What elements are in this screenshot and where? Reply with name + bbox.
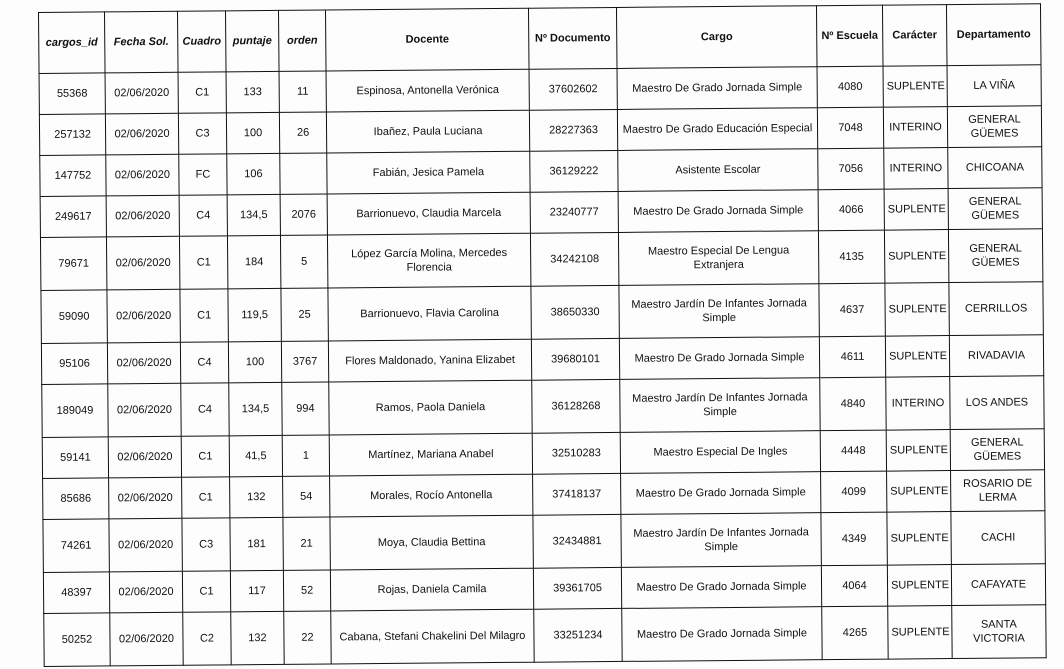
cell-cargo: Maestro De Grado Jornada Simple <box>622 607 822 662</box>
cell-docente: Flores Maldonado, Yanina Elizabet <box>328 339 531 382</box>
cell-escuela: 4840 <box>820 377 886 431</box>
cell-documento: 32510283 <box>532 432 620 474</box>
cell-documento: 23240777 <box>530 191 618 233</box>
header-row <box>39 4 1041 74</box>
cell-orden: 5 <box>280 235 327 288</box>
cell-fecha-sol: 02/06/2020 <box>107 289 180 343</box>
cell-orden: 994 <box>282 382 329 435</box>
cell-cargos-id: 79671 <box>40 237 106 291</box>
cell-departamento: CERRILLOS <box>949 282 1043 336</box>
cell-puntaje: 41,5 <box>229 435 282 476</box>
cell-departamento: CAFAYATE <box>951 564 1045 606</box>
cell-departamento: GENERAL GÜEMES <box>948 188 1042 230</box>
cell-caracter: INTERINO <box>884 148 948 190</box>
cell-escuela: 4080 <box>817 66 883 108</box>
cell-cargo: Maestro De Grado Jornada Simple <box>618 190 818 233</box>
cell-documento: 34242108 <box>530 232 618 286</box>
cell-cargo: Maestro De Grado Jornada Simple <box>621 566 821 609</box>
cell-cargo: Maestro De Grado Educación Especial <box>617 108 817 151</box>
cell-cargos-id: 59141 <box>42 437 108 479</box>
column-header-documento: Nº Documento <box>528 7 617 69</box>
cell-docente: Rojas, Daniela Camila <box>330 568 533 611</box>
cell-cargos-id: 59090 <box>41 290 107 344</box>
cell-cargo: Asistente Escolar <box>618 149 818 192</box>
cell-cargo: Maestro Jardín De Infantes Jornada Simple <box>621 513 821 568</box>
cell-departamento: CACHI <box>951 511 1045 565</box>
cell-cuadro: C3 <box>178 113 226 154</box>
cell-departamento: LOS ANDES <box>950 376 1044 430</box>
column-header-docente: Docente <box>325 8 529 71</box>
cell-fecha-sol: 02/06/2020 <box>109 518 182 572</box>
cell-puntaje: 100 <box>228 341 281 382</box>
cell-puntaje: 133 <box>226 71 279 112</box>
cell-cuadro: C1 <box>179 236 227 289</box>
cell-departamento: CHICOANA <box>948 147 1042 189</box>
cell-departamento: GENERAL GÜEMES <box>947 106 1041 148</box>
column-header-cuadro: Cuadro <box>177 11 226 72</box>
cell-puntaje: 181 <box>230 517 283 570</box>
cell-docente: Barrionuevo, Claudia Marcela <box>327 192 530 235</box>
cell-orden <box>280 153 327 194</box>
table-row <box>44 605 1046 667</box>
cell-puntaje: 134,5 <box>227 194 280 235</box>
cell-caracter: SUPLENTE <box>888 606 952 660</box>
cell-fecha-sol: 02/06/2020 <box>106 154 179 196</box>
table-row <box>43 511 1045 573</box>
cell-cargo: Maestro De Grado Jornada Simple <box>617 67 817 110</box>
cell-cargos-id: 48397 <box>43 572 109 614</box>
cell-escuela: 4099 <box>821 471 887 513</box>
cell-puntaje: 132 <box>230 476 283 517</box>
cell-caracter: SUPLENTE <box>887 471 951 513</box>
cell-orden: 26 <box>279 112 326 153</box>
cell-cuadro: C1 <box>178 72 226 113</box>
cell-fecha-sol: 02/06/2020 <box>110 612 183 666</box>
cell-fecha-sol: 02/06/2020 <box>105 72 178 114</box>
cell-escuela: 4064 <box>821 565 887 607</box>
cell-fecha-sol: 02/06/2020 <box>109 477 182 519</box>
cell-caracter: SUPLENTE <box>885 283 949 337</box>
cell-cargos-id: 249617 <box>40 196 106 238</box>
cell-cargos-id: 95106 <box>41 343 107 385</box>
assignments-table <box>38 3 1047 667</box>
cell-docente: Moya, Claudia Bettina <box>330 515 533 570</box>
cell-cargo: Maestro Jardín De Infantes Jornada Simple <box>620 378 820 433</box>
column-header-puntaje: puntaje <box>225 10 279 71</box>
cell-orden: 3767 <box>281 341 328 382</box>
cell-escuela: 4611 <box>819 336 885 378</box>
cell-cargos-id: 189049 <box>42 384 108 438</box>
cell-orden: 1 <box>282 435 329 476</box>
cell-cuadro: FC <box>179 154 227 195</box>
cell-puntaje: 106 <box>227 153 280 194</box>
cell-caracter: SUPLENTE <box>886 430 950 472</box>
cell-orden: 21 <box>283 517 330 570</box>
cell-documento: 36128268 <box>532 379 620 433</box>
cell-orden: 11 <box>279 71 326 112</box>
cell-caracter: SUPLENTE <box>887 565 951 607</box>
cell-caracter: SUPLENTE <box>885 336 949 378</box>
cell-documento: 37418137 <box>533 473 621 515</box>
cell-docente: Cabana, Stefani Chakelini Del Milagro <box>331 609 534 664</box>
cell-departamento: GENERAL GÜEMES <box>948 229 1042 283</box>
cell-docente: Morales, Rocío Antonella <box>330 474 533 517</box>
cell-puntaje: 117 <box>230 570 283 611</box>
cell-orden: 52 <box>283 570 330 611</box>
cell-orden: 25 <box>281 288 328 341</box>
cell-cuadro: C1 <box>180 289 228 342</box>
cell-puntaje: 132 <box>231 611 284 664</box>
column-header-escuela: Nº Escuela <box>816 5 883 67</box>
cell-documento: 37602602 <box>529 68 617 110</box>
cell-caracter: INTERINO <box>886 377 950 431</box>
cell-cargo: Maestro Especial De Ingles <box>620 431 820 474</box>
cell-orden: 2076 <box>280 194 327 235</box>
cell-departamento: RIVADAVIA <box>949 335 1043 377</box>
cell-documento: 38650330 <box>531 285 619 339</box>
cell-departamento: SANTA VICTORIA <box>952 605 1046 659</box>
cell-cargos-id: 85686 <box>43 478 109 520</box>
cell-cargos-id: 257132 <box>39 114 105 156</box>
cell-cuadro: C1 <box>182 571 230 612</box>
cell-cargos-id: 147752 <box>40 155 106 197</box>
cell-docente: Fabián, Jesica Pamela <box>327 151 530 194</box>
cell-escuela: 7056 <box>818 148 884 190</box>
cell-caracter: SUPLENTE <box>884 230 948 284</box>
cell-documento: 33251234 <box>534 608 622 662</box>
cell-cuadro: C4 <box>181 383 229 436</box>
cell-cargo: Maestro Especial De Lengua Extranjera <box>618 231 818 286</box>
cell-cargos-id: 55368 <box>39 73 105 115</box>
cell-escuela: 4135 <box>818 230 884 284</box>
cell-caracter: SUPLENTE <box>883 66 947 108</box>
cell-cuadro: C3 <box>182 518 230 571</box>
column-header-departamento: Departamento <box>946 4 1041 66</box>
cell-caracter: SUPLENTE <box>887 512 951 566</box>
cell-docente: López García Molina, Mercedes Florencia <box>327 233 530 288</box>
cell-orden: 54 <box>283 476 330 517</box>
cell-docente: Ibañez, Paula Luciana <box>326 110 529 153</box>
cell-puntaje: 100 <box>226 112 279 153</box>
cell-escuela: 4066 <box>818 189 884 231</box>
column-header-cargo: Cargo <box>616 6 817 69</box>
cell-puntaje: 184 <box>227 235 280 288</box>
cell-escuela: 7048 <box>817 107 883 149</box>
cell-caracter: INTERINO <box>883 107 947 149</box>
table-row <box>42 376 1044 438</box>
cell-cuadro: C1 <box>181 436 229 477</box>
cell-escuela: 4637 <box>819 283 885 337</box>
cell-fecha-sol: 02/06/2020 <box>108 436 181 478</box>
cell-fecha-sol: 02/06/2020 <box>106 195 179 237</box>
cell-cargo: Maestro De Grado Jornada Simple <box>619 337 819 380</box>
cell-cargo: Maestro Jardín De Infantes Jornada Simple <box>619 284 819 339</box>
cell-escuela: 4448 <box>820 430 886 472</box>
cell-docente: Ramos, Paola Daniela <box>329 380 532 435</box>
cell-fecha-sol: 02/06/2020 <box>108 383 181 437</box>
cell-fecha-sol: 02/06/2020 <box>106 236 179 290</box>
cell-cuadro: C4 <box>180 342 228 383</box>
cell-cargo: Maestro De Grado Jornada Simple <box>621 472 821 515</box>
cell-documento: 39680101 <box>531 338 619 380</box>
cell-cuadro: C4 <box>179 195 227 236</box>
cell-escuela: 4265 <box>822 606 888 660</box>
table-row <box>40 229 1042 291</box>
cell-documento: 28227363 <box>529 109 617 151</box>
cell-caracter: SUPLENTE <box>884 189 948 231</box>
cell-fecha-sol: 02/06/2020 <box>105 113 178 155</box>
cell-cargos-id: 74261 <box>43 519 109 573</box>
column-header-orden: orden <box>278 10 326 71</box>
cell-cargos-id: 50252 <box>44 613 110 667</box>
cell-cuadro: C2 <box>183 612 231 665</box>
cell-fecha-sol: 02/06/2020 <box>109 571 182 613</box>
cell-escuela: 4349 <box>821 512 887 566</box>
cell-fecha-sol: 02/06/2020 <box>107 342 180 384</box>
table-body <box>39 65 1046 667</box>
column-header-fecha-sol: Fecha Sol. <box>105 11 179 73</box>
table-row <box>41 282 1043 344</box>
cell-departamento: ROSARIO DE LERMA <box>951 470 1045 512</box>
column-header-cargos-id: cargos_id <box>39 12 106 74</box>
cell-departamento: GENERAL GÜEMES <box>950 429 1044 471</box>
cell-orden: 22 <box>284 611 331 664</box>
cell-cuadro: C1 <box>182 477 230 518</box>
cell-documento: 32434881 <box>533 514 621 568</box>
cell-puntaje: 134,5 <box>229 382 282 435</box>
cell-departamento: LA VIÑA <box>947 65 1041 107</box>
cell-documento: 36129222 <box>530 150 618 192</box>
cell-docente: Barrionuevo, Flavia Carolina <box>328 286 531 341</box>
cell-puntaje: 119,5 <box>228 288 281 341</box>
cell-docente: Espinosa, Antonella Verónica <box>326 69 529 112</box>
cell-documento: 39361705 <box>533 567 621 609</box>
column-header-caracter: Carácter <box>882 5 947 67</box>
cell-docente: Martínez, Mariana Anabel <box>329 433 532 476</box>
